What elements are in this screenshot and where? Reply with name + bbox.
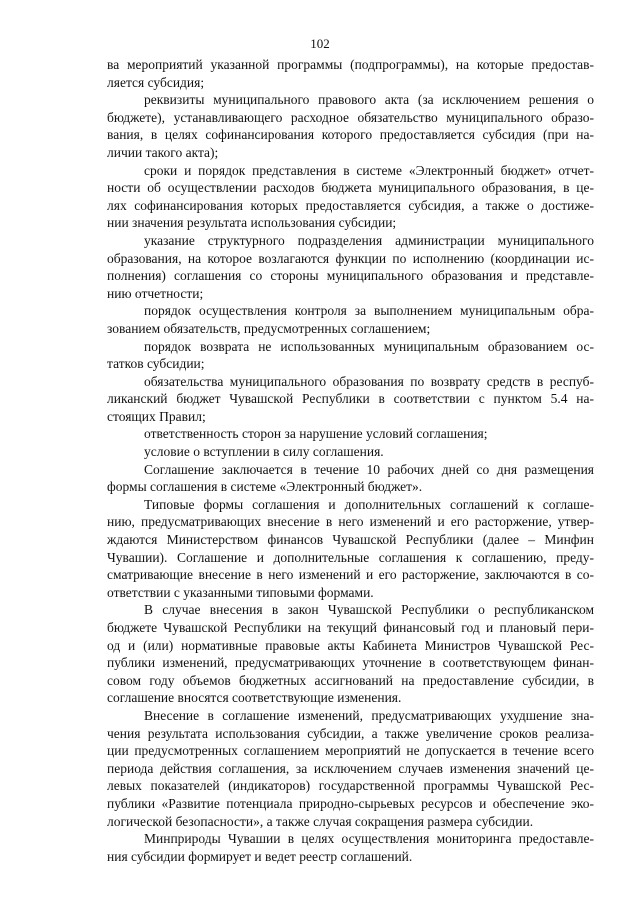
text-line: од и (или) нормативные правовые акты Кабинета Министров Чувашской Рес- xyxy=(107,637,594,653)
text-line: полнения) соглашения со стороны муниципального образования и представле- xyxy=(107,268,594,284)
paragraph xyxy=(107,162,594,232)
page-number: 102 xyxy=(310,36,330,51)
text-line: вания, в целях софинансирования которого предоставляется субсидия (при на- xyxy=(107,127,594,143)
paragraph xyxy=(107,338,594,373)
paragraph xyxy=(107,56,594,91)
text-line: указание структурного подразделения администрации муниципального xyxy=(144,232,594,248)
text-line: соглашение вносятся соответствующие изменения. xyxy=(107,690,402,706)
text-line: логической безопасности», а также случая сокращения размера субсидии. xyxy=(107,813,534,829)
text-line: бюджете Чувашской Республики на текущий финансовый год и плановый пери- xyxy=(107,620,594,635)
text-line: ждаются Министерством финансов Чувашской Республики (далее – Минфин xyxy=(107,532,594,548)
text-line: ответствии с указанными типовыми формами. xyxy=(107,584,374,600)
paragraph xyxy=(107,601,594,707)
text-line: ния субсидии формирует и ведет реестр соглашений. xyxy=(107,848,413,864)
text-line: нию отчетности; xyxy=(107,285,204,301)
text-line: порядок осуществления контроля за выполнением муниципальным обра- xyxy=(144,303,594,319)
text-line: чения результата использования субсидии, а также увеличение сроков реализа- xyxy=(107,725,594,741)
paragraph xyxy=(107,232,594,302)
paragraph xyxy=(107,830,594,865)
text-line: Внесение в соглашение изменений, предусматривающих ухудшение зна- xyxy=(144,707,594,723)
text-line: Соглашение заключается в течение 10 рабочих дней со дня размещения xyxy=(144,461,594,477)
text-line: реквизиты муниципального правового акта (за исключением решения о xyxy=(144,92,594,108)
text-line: формы соглашения в системе «Электронный бюджет». xyxy=(107,479,423,495)
text-line: сматривающие внесение в него изменений и его расторжение, заключаются в со- xyxy=(107,567,594,583)
text-line: условие о вступлении в силу соглашения. xyxy=(144,444,384,460)
paragraph xyxy=(107,461,594,496)
text-line: ции предусмотренных соглашением мероприятий не допускается в течение всего xyxy=(107,743,594,759)
text-line: левых показателей (индикаторов) государственной программы Чувашской Рес- xyxy=(107,778,594,794)
text-line: личии такого акта); xyxy=(107,144,219,160)
text-line: нии значения результата использования субсидии; xyxy=(107,215,397,231)
paragraph xyxy=(107,707,594,830)
text-line: публики «Развитие потенциала природно-сырьевых ресурсов и обеспечение эко- xyxy=(107,795,594,811)
paragraph xyxy=(107,443,594,461)
paragraph xyxy=(107,91,594,161)
text-line: периода действия соглашения, за исключением случаев изменения значений це- xyxy=(107,760,594,776)
text-line: сроки и порядок представления в системе «Электронный бюджет» отчет- xyxy=(144,162,594,178)
text-line: совом году объемов бюджетных ассигнований на предоставление субсидии, в xyxy=(107,672,594,688)
text-line: ликанский бюджет Чувашской Республики в соответствии с пунктом 5.4 на- xyxy=(107,391,594,407)
text-line: ляется субсидия; xyxy=(107,74,205,90)
text-line: ответственность сторон за нарушение условий соглашения; xyxy=(144,426,488,442)
text-line: зованием обязательств, предусмотренных соглашением; xyxy=(107,320,431,336)
document-body xyxy=(107,56,594,865)
text-line: нию, предусматривающих внесение в него изменений и его расторжение, утвер- xyxy=(107,514,594,530)
paragraph xyxy=(107,496,594,602)
text-line: Чувашии). Соглашение и дополнительные соглашения к соглашению, преду- xyxy=(107,549,594,565)
paragraph xyxy=(107,373,594,426)
text-line: татков субсидии; xyxy=(107,356,205,372)
text-line: обязательства муниципального образования по возврату средств в респуб- xyxy=(144,373,594,389)
text-line: бюджете), устанавливающего расходное обязательство муниципального образо- xyxy=(107,109,594,125)
text-line: публики изменений, предусматривающих уточнение в соответствующем финан- xyxy=(107,655,594,671)
text-line: В случае внесения в закон Чувашской Республики о республиканском xyxy=(144,602,594,618)
text-line: лях софинансирования которых предоставляется субсидия, а также о достиже- xyxy=(107,197,594,213)
text-line: ности об осуществлении расходов бюджета муниципального образования, в це- xyxy=(107,180,594,196)
text-line: порядок возврата не использованных муниципальным образованием ос- xyxy=(144,338,594,354)
paragraph xyxy=(107,425,594,443)
text-line: образования, на которое возлагаются функции по исполнению (координации ис- xyxy=(107,250,594,266)
text-line: стоящих Правил; xyxy=(107,408,206,424)
text-line: ва мероприятий указанной программы (подпрограммы), на которые предостав- xyxy=(107,57,594,72)
text-line: Минприроды Чувашии в целях осуществления мониторинга предоставле- xyxy=(144,831,594,847)
paragraph xyxy=(107,302,594,337)
text-line: Типовые формы соглашения и дополнительных соглашений к соглаше- xyxy=(144,496,594,512)
